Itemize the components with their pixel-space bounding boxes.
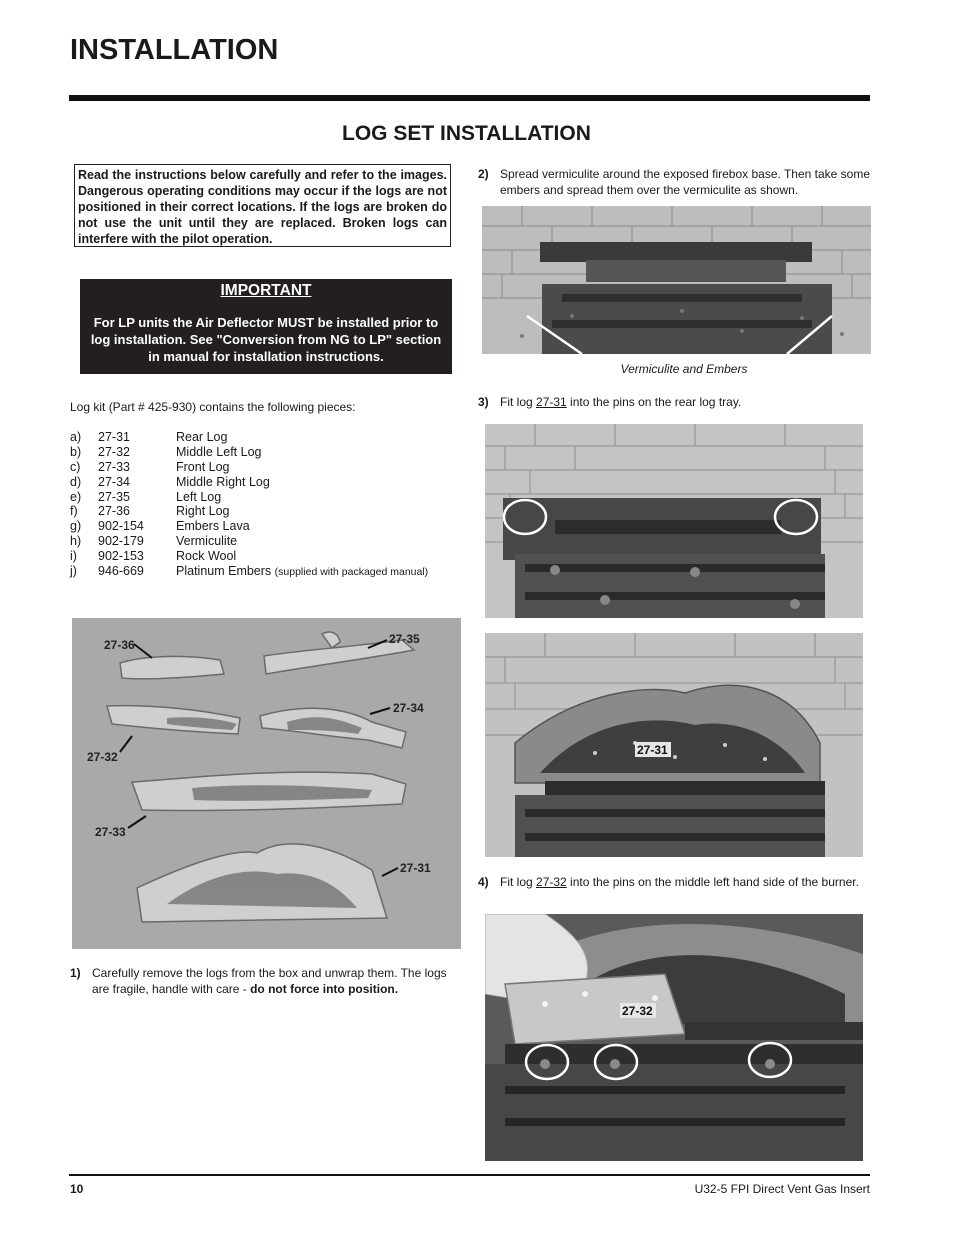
page-title: INSTALLATION [70, 34, 279, 66]
step-4: 4) Fit log 27-32 into the pins on the middle left hand side of the burner. [478, 875, 859, 889]
warning-text: Read the instructions below carefully and refer to the images. Dangerous operating conditions may occur if the logs are not positioned in their correct locations. If the logs are broken do not use the unit until they are replaced. Broken logs can interfere with the pilot operation. [78, 168, 447, 246]
step-2 [478, 167, 870, 198]
logs-photo-label-27-31: 27-31 [400, 861, 431, 875]
logs-photo-label-27-35: 27-35 [389, 632, 420, 646]
warning-box [74, 164, 451, 247]
middle-left-log-photo [485, 914, 863, 1161]
step-4-number: 4) [478, 875, 489, 889]
important-text: For LP units the Air Deflector MUST be installed prior to log installation. See "Conversion from NG to LP" section in manual for installation instructions. [90, 315, 442, 364]
step-1 [70, 966, 462, 997]
step-4-part: 27-32 [536, 875, 567, 889]
log-kit-intro: Log kit (Part # 425-930) contains the following pieces: [70, 400, 356, 414]
rear-tray-photo [485, 424, 863, 618]
step-3-number: 3) [478, 395, 489, 409]
logs-photo-label-27-36: 27-36 [104, 638, 135, 652]
rear-log-photo-label: 27-31 [637, 743, 668, 757]
important-box [80, 279, 452, 374]
logs-photo-label-27-34: 27-34 [393, 701, 424, 715]
page-number: 10 [70, 1182, 84, 1196]
step-2-number: 2) [478, 167, 489, 181]
step-2-text: Spread vermiculite around the exposed firebox base. Then take some embers and spread them over the vermiculite as shown. [500, 167, 870, 197]
section-title: LOG SET INSTALLATION [342, 122, 591, 145]
logs-photo-label-27-33: 27-33 [95, 825, 126, 839]
vermiculite-photo [482, 206, 871, 354]
footer-rule [69, 1174, 870, 1176]
important-heading: IMPORTANT [220, 282, 312, 299]
logs-photo-label-27-32: 27-32 [87, 750, 118, 764]
step-3-part: 27-31 [536, 395, 567, 409]
step-1-text: Carefully remove the logs from the box and unwrap them. The logs are fragile, handle with care - [92, 966, 447, 996]
logs-photo [72, 618, 461, 949]
middle-left-log-photo-label: 27-32 [622, 1004, 653, 1018]
step-3: 3) Fit log 27-31 into the pins on the rear log tray. [478, 395, 742, 409]
vermiculite-caption: Vermiculite and Embers [620, 362, 748, 376]
rear-log-installed-photo [485, 633, 863, 857]
step-1-bold-text: do not force into position. [250, 981, 399, 996]
step-1-number: 1) [70, 966, 81, 980]
header-rule [69, 95, 870, 101]
document-name: U32-5 FPI Direct Vent Gas Insert [694, 1182, 870, 1196]
